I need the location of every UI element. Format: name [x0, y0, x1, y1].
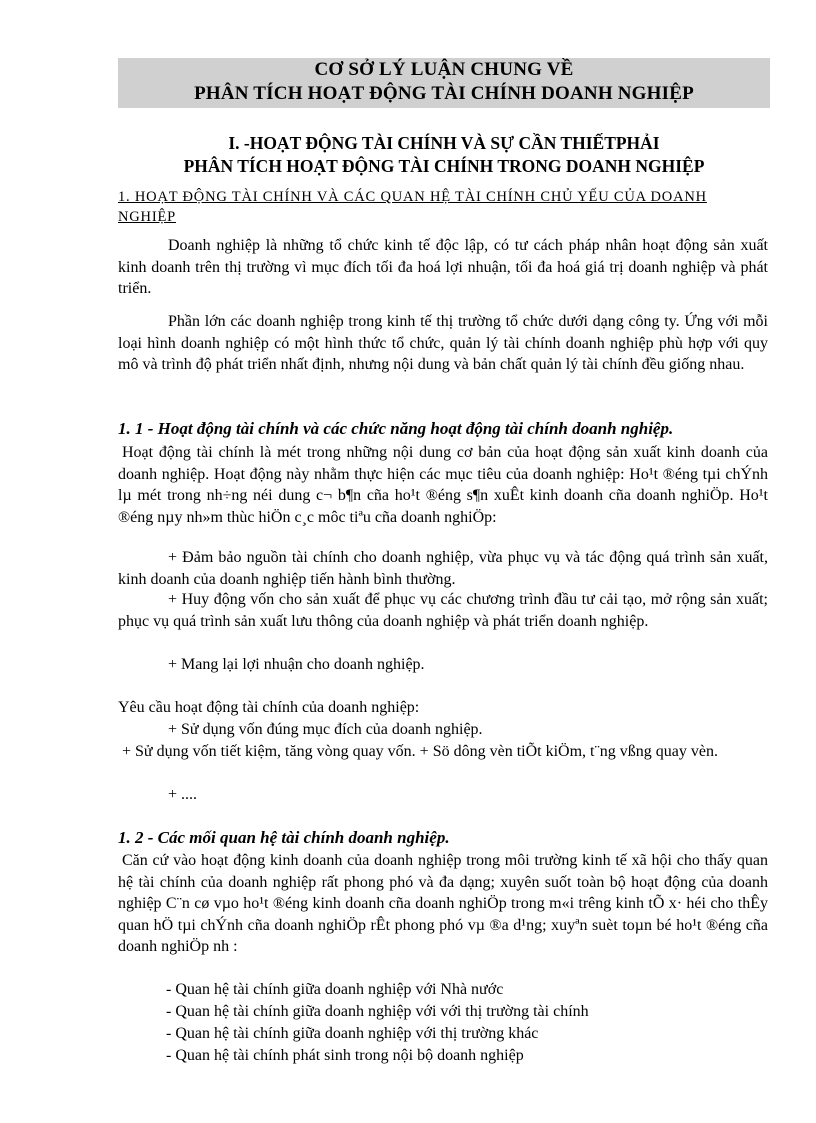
list-item: - Quan hệ tài chính giữa doanh nghiệp với Nhà nước: [166, 981, 504, 998]
heading-1-2: 1. 2 - Các mối quan hệ tài chính doanh nghiệp.: [118, 828, 450, 847]
paragraph-8: + Sử dụng vốn đúng mục đích của doanh nghiệp.: [168, 721, 483, 738]
paragraph-2: Phần lớn các doanh nghiệp trong kinh tế thị trường tổ chức dưới dạng công ty. Ứng với mỗi loại hình doanh nghiệp có một hình thức tổ chức, quản lý tài chính doanh nghiệp phù hợp với quy mô và trình độ phát triển nhất định, nhưng nội dung và bản chất quản lý tài chính đều giống nhau.: [118, 313, 768, 373]
section-title-line-1: I. -HOẠT ĐỘNG TÀI CHÍNH VÀ SỰ CẦN THIẾTPHẢI: [228, 133, 660, 153]
banner-line-1: CƠ SỞ LÝ LUẬN CHUNG VỀ: [314, 59, 574, 80]
heading-1-1: 1. 1 - Hoạt động tài chính và các chức năng hoạt động tài chính doanh nghiệp.: [118, 419, 674, 438]
list-item: - Quan hệ tài chính giữa doanh nghiệp với với thị trường tài chính: [166, 1003, 589, 1020]
paragraph-7: Yêu cầu hoạt động tài chính của doanh nghiệp:: [118, 699, 420, 716]
paragraph-11: Căn cứ vào hoạt động kinh doanh của doanh nghiệp trong môi trường kinh tế xã hội cho thấy quan hệ tài chính của doanh nghiệp rất phong phó và đa dạng; xuyên suốt toàn bộ hoạt động của doanh nghiệp C¨n cø vµo ho¹t ®éng kinh doanh cña doanh nghiÖp trong m«i trêng kinh tÕ x· héi cho thÊy quan hÖ tµi chÝnh cña doanh nghiÖp rÊt phong phó vµ ®a d¹ng; xuyªn suèt toµn bé ho¹t ®éng cña doanh nghiÖp nh :: [118, 852, 768, 955]
list-item: - Quan hệ tài chính giữa doanh nghiệp với thị trường khác: [166, 1025, 539, 1042]
paragraph-3: Hoạt động tài chính là mét trong những nội dung cơ bản của hoạt động sản xuất kinh doanh của doanh nghiệp. Hoạt động này nhằm thực hiện các mục tiêu của doanh nghiệp: Ho¹t ®éng tµi chÝnh lµ mét trong nh÷ng néi dung c¬ b¶n cña ho¹t ®éng s¶n xuÊt kinh doanh cña doanh nghiÖp. Ho¹t ®éng nµy nh»m thùc hiÖn c¸c môc tiªu cña doanh nghiÖp:: [118, 444, 768, 526]
list-item: - Quan hệ tài chính phát sinh trong nội bộ doanh nghiệp: [166, 1047, 524, 1064]
paragraph-5: + Huy động vốn cho sản xuất để phục vụ các chương trình đầu tư cải tạo, mở rộng sản xuất; phục vụ quá trình sản xuất lưu thông của doanh nghiệp và phát triển doanh nghiệp.: [118, 591, 768, 630]
section-title: [118, 132, 770, 178]
paragraph-1: Doanh nghiệp là những tổ chức kinh tế độc lập, có tư cách pháp nhân hoạt động sản xuất kinh doanh trên thị trường vì mục đích tối đa hoá lợi nhuận, tối đa hoá giá trị doanh nghiệp và phát triển.: [118, 237, 768, 297]
title-banner: [118, 58, 770, 108]
paragraph-4: + Đảm bảo nguồn tài chính cho doanh nghiệp, vừa phục vụ và tác động quá trình sản xuất, kinh doanh của doanh nghiệp tiến hành bình thường.: [118, 549, 768, 588]
paragraph-9: + Sử dụng vốn tiết kiệm, tăng vòng quay vốn. + Sö dông vèn tiÕt kiÖm, t¨ng vßng quay vèn.: [122, 743, 719, 760]
subsection-heading: 1. HOẠT ĐỘNG TÀI CHÍNH VÀ CÁC QUAN HỆ TÀI CHÍNH CHỦ YẾU CỦA DOANH NGHIỆP: [118, 189, 707, 225]
section-title-line-2: PHÂN TÍCH HOẠT ĐỘNG TÀI CHÍNH TRONG DOANH NGHIỆP: [183, 156, 705, 176]
banner-line-2: PHÂN TÍCH HOẠT ĐỘNG TÀI CHÍNH DOANH NGHIỆP: [194, 83, 694, 104]
paragraph-10: + ....: [168, 786, 198, 803]
paragraph-6: + Mang lại lợi nhuận cho doanh nghiệp.: [168, 656, 425, 673]
